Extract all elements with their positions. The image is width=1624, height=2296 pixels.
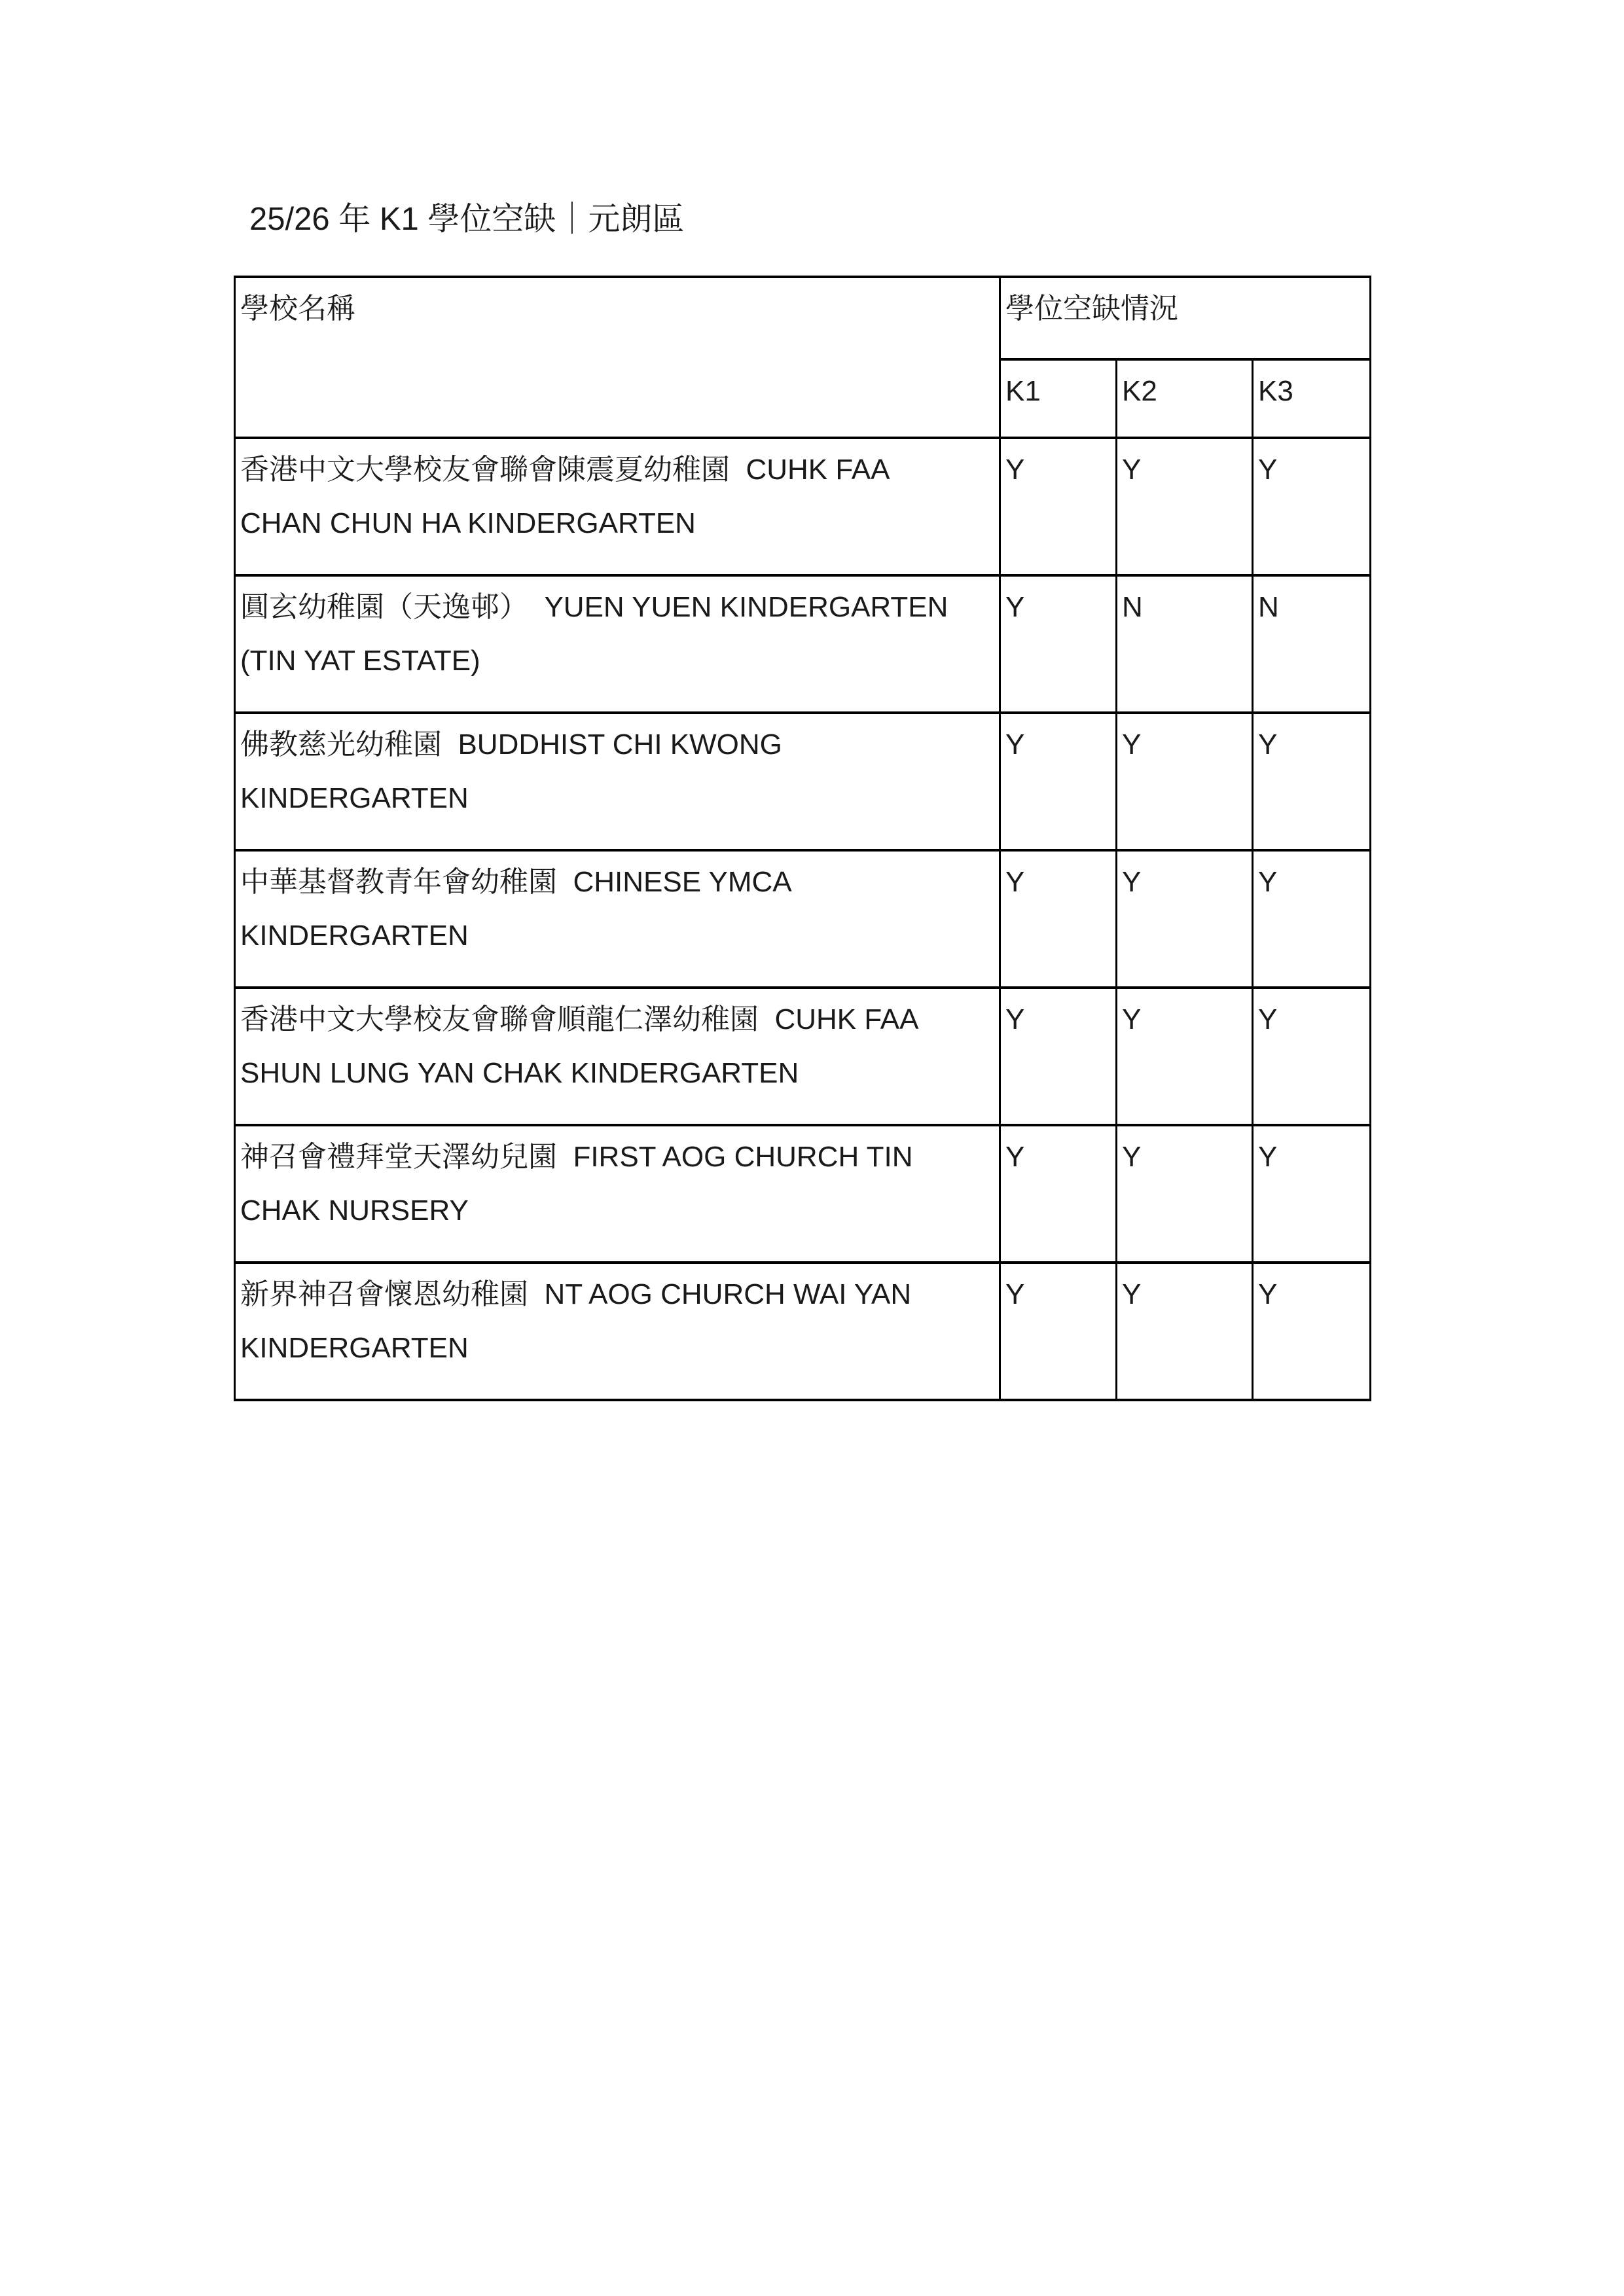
table-row <box>235 1125 1371 1263</box>
school-name-cell <box>235 1263 1000 1400</box>
school-name-line: 香港中文大學校友會聯會陳震夏幼稚園 CUHK FAA <box>240 454 890 486</box>
vacancy-k2-cell: Y <box>1117 1263 1253 1400</box>
school-name-line: 佛教慈光幼稚園 BUDDHIST CHI KWONG <box>240 728 782 761</box>
school-name-cell <box>235 713 1000 850</box>
school-name-cell <box>235 988 1000 1125</box>
school-name-line: 神召會禮拜堂天澤幼兒園 FIRST AOG CHURCH TIN <box>240 1141 913 1173</box>
school-name-line: 中華基督教青年會幼稚園 CHINESE YMCA <box>240 866 792 898</box>
school-name-line: KINDERGARTEN <box>240 1332 469 1364</box>
table-row <box>235 575 1371 713</box>
page-title: 25/26 年 K1 學位空缺｜元朗區 <box>249 202 685 237</box>
table-row <box>235 850 1371 988</box>
school-name-line: CHAK NURSERY <box>240 1194 469 1227</box>
vacancy-k3-cell: N <box>1253 575 1371 713</box>
vacancy-k2-cell: Y <box>1117 988 1253 1125</box>
school-name-line: (TIN YAT ESTATE) <box>240 645 480 677</box>
table-row <box>235 438 1371 575</box>
vacancy-k1-cell: Y <box>1000 988 1117 1125</box>
vacancy-k3-cell: Y <box>1253 438 1371 575</box>
school-name-header-cell: 學校名稱 <box>235 277 1000 438</box>
vacancy-k2-cell: Y <box>1117 438 1253 575</box>
school-name-cell <box>235 1125 1000 1263</box>
vacancy-status-header-cell: 學位空缺情況 <box>1000 277 1371 359</box>
table-row <box>235 1263 1371 1400</box>
school-name-line: SHUN LUNG YAN CHAK KINDERGARTEN <box>240 1057 799 1089</box>
vacancy-k3-cell: Y <box>1253 1125 1371 1263</box>
vacancy-k3-cell: Y <box>1253 988 1371 1125</box>
table-row <box>235 988 1371 1125</box>
vacancy-k1-cell: Y <box>1000 1125 1117 1263</box>
school-name-cell <box>235 575 1000 713</box>
vacancy-k2-cell: Y <box>1117 1125 1253 1263</box>
vacancy-k1-cell: Y <box>1000 713 1117 850</box>
school-name-line: CHAN CHUN HA KINDERGARTEN <box>240 507 696 539</box>
vacancy-k1-cell: Y <box>1000 575 1117 713</box>
vacancy-k2-cell: N <box>1117 575 1253 713</box>
vacancy-k3-cell: Y <box>1253 1263 1371 1400</box>
school-name-cell <box>235 850 1000 988</box>
grade-k2-header-cell: K2 <box>1117 359 1253 438</box>
vacancy-k1-cell: Y <box>1000 1263 1117 1400</box>
vacancy-k2-cell: Y <box>1117 850 1253 988</box>
vacancy-k1-cell: Y <box>1000 850 1117 988</box>
school-name-line: 圓玄幼稚園（天逸邨） YUEN YUEN KINDERGARTEN <box>240 591 948 623</box>
header-row-primary <box>235 277 1371 359</box>
table-row <box>235 713 1371 850</box>
k1-vacancy-table <box>234 276 1371 1401</box>
school-name-line: 香港中文大學校友會聯會順龍仁澤幼稚園 CUHK FAA <box>240 1003 919 1035</box>
school-name-line: KINDERGARTEN <box>240 782 469 814</box>
school-name-line: 新界神召會懷恩幼稚園 NT AOG CHURCH WAI YAN <box>240 1278 912 1310</box>
school-name-line: KINDERGARTEN <box>240 920 469 952</box>
grade-k3-header-cell: K3 <box>1253 359 1371 438</box>
vacancy-k3-cell: Y <box>1253 713 1371 850</box>
vacancy-k1-cell: Y <box>1000 438 1117 575</box>
vacancy-k3-cell: Y <box>1253 850 1371 988</box>
vacancy-k2-cell: Y <box>1117 713 1253 850</box>
school-name-cell <box>235 438 1000 575</box>
grade-k1-header-cell: K1 <box>1000 359 1117 438</box>
